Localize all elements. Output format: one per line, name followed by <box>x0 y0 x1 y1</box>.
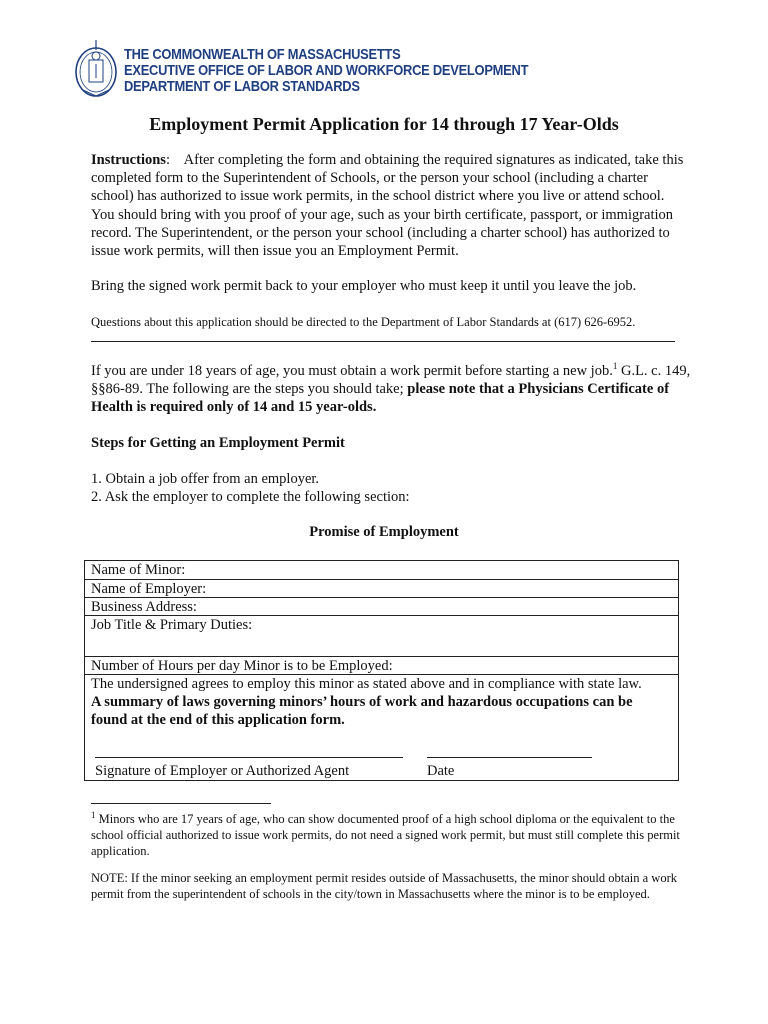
steps-heading: Steps for Getting an Employment Permit <box>91 435 345 451</box>
business-address-field[interactable]: Business Address: <box>85 598 678 616</box>
footnote-1 <box>91 811 691 860</box>
footnote-divider <box>91 803 271 804</box>
list-item: 1. Obtain a job offer from an employer. <box>91 471 320 487</box>
footnote-1-text: Minors who are 17 years of age, who can show documented proof of a high school diploma or the equivalent to the school official authorized to issue work permits, do not need a signed work permit, but must still complete this permit application. <box>91 812 680 859</box>
under-18-text-b: G.L. c. 149, §§86-89. The following are the steps you should take; <box>91 363 691 398</box>
instructions-paragraph: Instructions: After completing the form and obtaining the required signatures as indicated, take this completed form to the Superintendent of Schools, or the person your school (including a charter school) has authorized to issue work permits, in the school district where you live or attend school. You should bring with you proof of your age, such as your birth certificate, passport, or immigration record. The Superintendent, or the person your school (including a charter school) has authorized to issue work permits, will then issue you an Employment Permit. <box>91 152 684 260</box>
footnote-ref: 1 <box>612 361 618 372</box>
bring-back-paragraph: Bring the signed work permit back to your employer who must keep it until you leave the job. <box>91 278 637 294</box>
hours-per-day-field[interactable]: Number of Hours per day Minor is to be Employed: <box>85 657 678 675</box>
agency-line-commonwealth: THE COMMONWEALTH OF MASSACHUSETTS <box>124 46 401 63</box>
massachusetts-seal-icon <box>74 38 118 102</box>
agency-name <box>124 47 528 95</box>
under-18-bold: please note that a Physicians Certificate of Health is required only of 14 and 15 year-olds. <box>91 381 670 416</box>
steps-list <box>91 470 410 506</box>
footnote-note: NOTE: If the minor seeking an employment permit resides outside of Massachusetts, the minor should obtain a work permit from the superintendent of schools in the city/town in Massachusetts where the minor is to be employed. <box>91 871 677 902</box>
under-18-text-a: If you are under 18 years of age, you must obtain a work permit before starting a new job. <box>91 363 613 379</box>
agreement-text <box>91 675 670 729</box>
page-title: Employment Permit Application for 14 through 17 Year-Olds <box>149 114 619 134</box>
promise-heading: Promise of Employment <box>309 524 459 540</box>
agency-line-department: DEPARTMENT OF LABOR STANDARDS <box>124 78 360 95</box>
summary-note: A summary of laws governing minors’ hours of work and hazardous occupations can be found at the end of this application form. <box>91 694 633 728</box>
agency-line-executive-office: EXECUTIVE OFFICE OF LABOR AND WORKFORCE DEVELOPMENT <box>124 62 529 79</box>
agreement-statement: The undersigned agrees to employ this minor as stated above and in compliance with state law. <box>91 676 642 692</box>
instructions-text: After completing the form and obtaining the required signatures as indicated, take this completed form to the Superintendent of Schools, or the person your school (including a charter school) has authorized to issue work permits, in the school district where you live or attend school. You should bring with you proof of your age, such as your birth certificate, passport, or immigration record. The Superintendent, or the person your school (including a charter school) has authorized to issue work permits, will then issue you an Employment Permit. <box>91 152 684 260</box>
date-label: Date <box>427 763 455 779</box>
list-item: 2. Ask the employer to complete the following section: <box>91 489 410 505</box>
name-of-employer-field[interactable]: Name of Employer: <box>85 580 678 598</box>
instructions-label: Instructions <box>91 152 166 168</box>
divider <box>91 341 675 342</box>
footnote-number: 1 <box>91 809 96 820</box>
signature-line[interactable] <box>95 757 403 758</box>
signature-label: Signature of Employer or Authorized Agent <box>95 763 350 779</box>
promise-of-employment-form <box>84 560 679 781</box>
date-line[interactable] <box>427 757 592 758</box>
name-of-minor-field[interactable]: Name of Minor: <box>85 561 678 580</box>
questions-contact: Questions about this application should be directed to the Department of Labor Standards at (617) 626-6952. <box>91 315 636 329</box>
under-18-paragraph <box>91 362 691 417</box>
job-title-duties-field[interactable]: Job Title & Primary Duties: <box>85 616 678 657</box>
